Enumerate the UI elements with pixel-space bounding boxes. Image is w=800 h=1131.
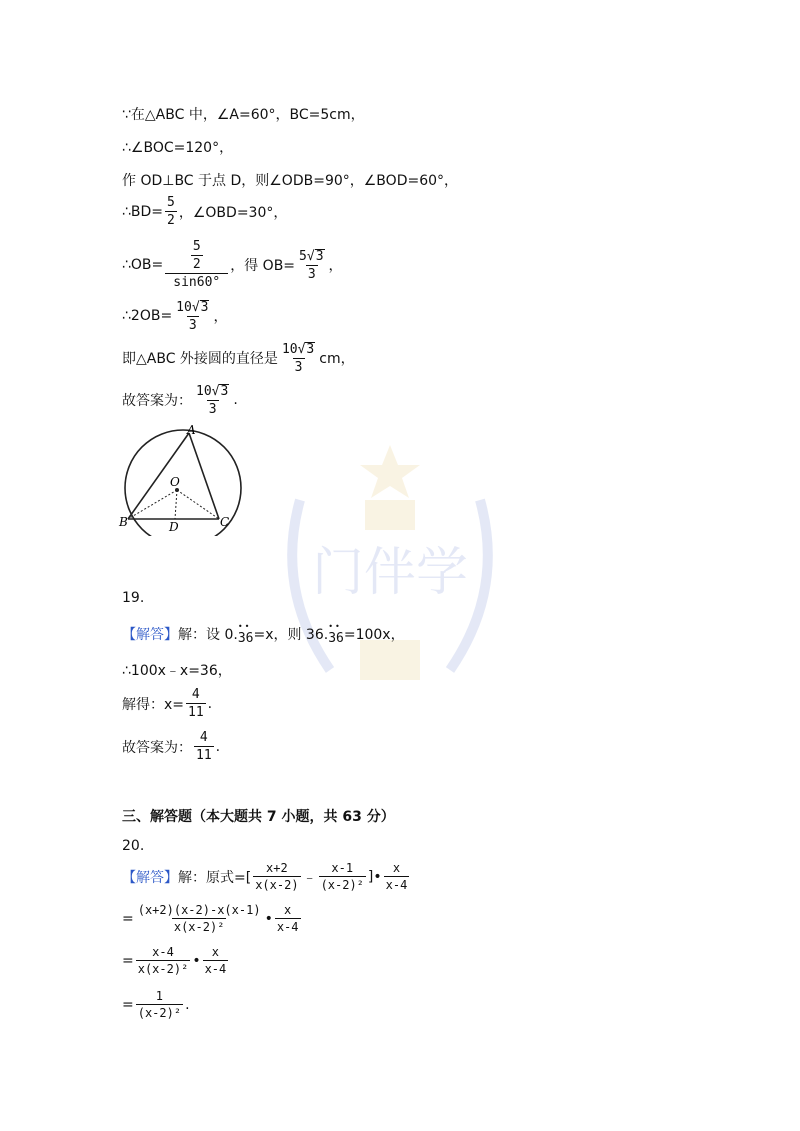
q19-line-3 — [122, 688, 212, 719]
label-b: B — [119, 515, 128, 529]
answer-tag: 【解答】 — [122, 869, 178, 886]
text: ∵在△ABC 中，∠A=60°，BC=5cm， — [122, 107, 365, 123]
fraction — [194, 384, 231, 416]
numerator — [280, 342, 317, 358]
text: 解得：x= — [122, 696, 185, 713]
side-ab — [128, 433, 189, 519]
denominator: 3 — [307, 266, 316, 282]
denominator: x(x-2)² — [137, 962, 189, 976]
fraction — [174, 300, 211, 332]
numerator: 5 — [192, 239, 201, 254]
fraction — [186, 688, 206, 719]
line-8 — [122, 384, 238, 416]
denominator: x-4 — [276, 920, 299, 934]
text: = — [122, 952, 134, 969]
text: 三、解答题（本大题共 7 小题，共 63 分） — [122, 809, 395, 825]
segment-ob — [128, 490, 177, 519]
coefficient: 5 — [299, 248, 307, 264]
fraction — [275, 904, 301, 933]
radicand: 3 — [306, 342, 315, 357]
line-7 — [122, 342, 355, 374]
numerator: x-1 — [331, 861, 354, 875]
sqrt-sign: √ 3 — [211, 384, 229, 399]
text: ，∠OBD=30°， — [178, 204, 288, 221]
text: 19. — [122, 590, 145, 606]
numerator: (x+2)(x-2)-x(x-1) — [137, 903, 261, 917]
denominator: 3 — [294, 360, 303, 375]
repeating-decimal: •• 36 — [238, 631, 254, 646]
radicand: 3 — [315, 248, 324, 264]
sqrt-sign: √ 3 — [297, 342, 315, 357]
compound-fraction — [165, 240, 228, 289]
text: ]• — [367, 868, 382, 885]
line-3 — [122, 170, 458, 190]
q20-line-4 — [122, 990, 190, 1019]
q20-line-2 — [122, 904, 303, 933]
denominator: 2 — [192, 257, 201, 272]
numerator — [297, 249, 326, 265]
text: cm， — [319, 351, 355, 367]
side-ac — [189, 433, 219, 519]
text: . — [185, 996, 190, 1013]
numerator: 4 — [191, 687, 200, 702]
numerator: 5 — [167, 195, 175, 210]
segment-od — [175, 490, 177, 519]
coefficient: 10 — [196, 384, 212, 399]
fraction — [319, 862, 366, 891]
text: 故答案为： — [122, 393, 192, 409]
text: 故答案为： — [122, 739, 192, 756]
line-2 — [122, 137, 233, 157]
fraction — [136, 946, 191, 975]
numerator: 4 — [199, 730, 208, 745]
label-a: A — [187, 424, 196, 437]
fraction — [136, 904, 263, 933]
text: ， — [213, 309, 228, 325]
circle-figure — [115, 424, 255, 536]
text: ∴2OB= — [122, 308, 173, 324]
text: • — [264, 910, 273, 927]
coefficient: 10 — [281, 342, 298, 357]
numerator: x — [392, 861, 401, 875]
numerator: 1 — [155, 989, 164, 1003]
denominator: 3 — [188, 318, 197, 333]
text: 20. — [122, 838, 145, 854]
numerator — [194, 384, 231, 400]
denominator: x(x-2)² — [173, 920, 225, 934]
denominator: 11 — [196, 748, 212, 763]
numerator: x — [284, 903, 292, 917]
numerator: x+2 — [266, 861, 288, 875]
fraction — [165, 196, 177, 227]
label-o: O — [170, 475, 180, 489]
label-c: C — [220, 515, 230, 529]
fraction — [194, 731, 214, 762]
numerator: x — [211, 945, 220, 959]
inner-fraction — [191, 240, 203, 271]
q19-line-1 — [122, 624, 405, 644]
denominator: 2 — [167, 213, 175, 228]
line-5 — [122, 240, 343, 289]
text: . — [207, 695, 213, 712]
fraction — [384, 862, 410, 891]
q19-line-2 — [122, 660, 232, 680]
denominator: sin60° — [165, 273, 228, 289]
denominator: (x-2)² — [137, 1006, 182, 1020]
denominator: 3 — [208, 402, 217, 417]
text: ﹣ — [302, 869, 317, 886]
segment-oc — [177, 490, 219, 519]
text: ∴OB= — [122, 256, 164, 273]
text: ， — [328, 257, 343, 274]
text: =x，则 36. — [253, 627, 329, 643]
section-heading — [122, 806, 395, 826]
text: . — [233, 392, 238, 408]
text: ，得 OB= — [230, 257, 296, 274]
denominator: x(x-2) — [255, 878, 299, 892]
text: 作 OD⊥BC 于点 D，则∠ODB=90°，∠BOD=60°， — [122, 173, 459, 189]
sqrt-sign: √ 3 — [306, 248, 324, 264]
fraction — [297, 249, 326, 281]
sqrt-sign: √ 3 — [191, 300, 209, 315]
coefficient: 10 — [176, 300, 192, 315]
question-20-number — [122, 838, 144, 854]
text: 解：设 0. — [178, 627, 238, 643]
text: ∴∠BOC=120°， — [122, 140, 234, 156]
text: 解：原式=[ — [178, 869, 252, 886]
denominator: x-4 — [385, 878, 408, 892]
text: = — [122, 910, 134, 927]
line-4 — [122, 196, 287, 227]
text: ∴BD= — [122, 203, 164, 220]
denominator: 11 — [188, 705, 204, 720]
answer-tag: 【解答】 — [122, 627, 178, 643]
text: . — [215, 738, 221, 755]
line-1 — [122, 104, 365, 124]
line-6 — [122, 300, 227, 332]
q19-line-4 — [122, 731, 220, 762]
fraction — [253, 862, 300, 891]
label-d: D — [169, 520, 179, 534]
fraction — [280, 342, 317, 374]
numerator — [187, 240, 207, 273]
fraction — [136, 990, 183, 1019]
question-19-number — [122, 590, 144, 606]
watermark-logo — [270, 440, 510, 710]
denominator: (x-2)² — [320, 878, 364, 892]
radicand: 3 — [220, 384, 229, 399]
numerator — [174, 300, 211, 316]
text: • — [192, 952, 201, 969]
text: = — [122, 996, 134, 1013]
watermark-text: 门伴学 — [311, 543, 469, 603]
q20-line-1 — [122, 862, 411, 891]
numerator: x-4 — [152, 945, 174, 959]
denominator: x-4 — [204, 962, 227, 976]
repeating-decimal: •• 36 — [328, 631, 344, 646]
text: 即△ABC 外接圆的直径是 — [122, 351, 278, 367]
text: =100x， — [343, 627, 405, 643]
fraction — [203, 946, 229, 975]
radicand: 3 — [200, 300, 209, 315]
q20-line-3 — [122, 946, 230, 975]
text: ∴100x﹣x=36， — [122, 663, 232, 679]
